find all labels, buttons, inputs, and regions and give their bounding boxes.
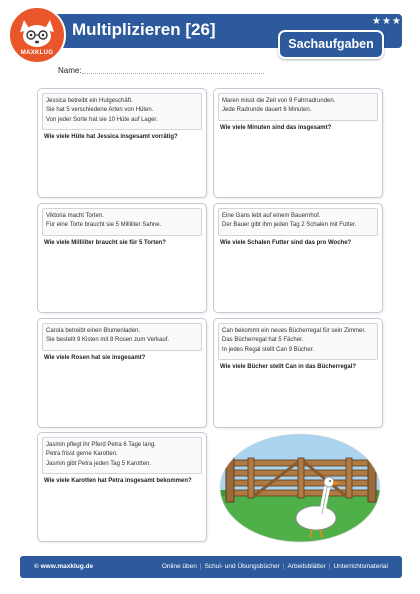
footer-separator: | bbox=[282, 563, 285, 570]
name-label: Name: bbox=[58, 66, 82, 75]
category-badge: Sachaufgaben bbox=[278, 30, 384, 59]
task-line: Viktoria macht Torten. bbox=[46, 213, 104, 219]
task-text bbox=[42, 208, 202, 236]
task-text bbox=[218, 323, 378, 360]
task-question: Wie viele Karotten hat Petra insgesamt bekommen? bbox=[44, 477, 192, 484]
task-card-3 bbox=[37, 203, 207, 313]
task-line: In jedes Regal stellt Can 9 Bücher. bbox=[222, 346, 315, 353]
task-question: Wie viele Schalen Futter sind das pro Woche? bbox=[220, 239, 352, 246]
footer-link-material[interactable]: Unterrichtsmaterial bbox=[333, 563, 388, 570]
footer-link-online[interactable]: Online üben bbox=[161, 563, 197, 570]
task-card-5 bbox=[37, 318, 207, 428]
task-line: Der Bauer gibt ihm jeden Tag 2 Schalen mit Futter. bbox=[222, 222, 357, 229]
footer-links bbox=[162, 563, 388, 570]
task-line: Can bekommt ein neues Bücherregal für sein Zimmer. bbox=[222, 328, 366, 334]
difficulty-stars: ★★★ bbox=[372, 16, 402, 27]
task-card-6 bbox=[213, 318, 383, 428]
task-line: Von jeder Sorte hat sie 10 Hüte auf Lager. bbox=[46, 116, 158, 123]
footer-site-link[interactable]: © www.maxklug.de bbox=[34, 563, 94, 570]
task-question: Wie viele Minuten sind das insgesamt? bbox=[220, 124, 332, 131]
maxklug-logo bbox=[8, 6, 66, 64]
task-line: Jessica betreibt ein Hutgeschäft. bbox=[46, 98, 133, 104]
name-field[interactable] bbox=[82, 73, 264, 74]
task-question: Wie viele Bücher stellt Can in das Bücherregal? bbox=[220, 363, 356, 370]
footer-separator: | bbox=[199, 563, 202, 570]
task-line: Petra frisst gerne Karotten. bbox=[46, 451, 118, 458]
task-question: Wie viele Milliliter braucht sie für 5 Torten? bbox=[44, 239, 166, 246]
task-card-1 bbox=[37, 88, 207, 198]
task-text bbox=[218, 208, 378, 236]
task-line: Das Bücherregal hat 5 Fächer. bbox=[222, 337, 304, 344]
task-question: Wie viele Hüte hat Jessica insgesamt vorrätig? bbox=[44, 133, 178, 140]
task-line: Eine Gans lebt auf einem Bauernhof. bbox=[222, 213, 321, 219]
logo-text: MAXKLUG bbox=[20, 50, 54, 56]
footer-link-books[interactable]: Schul- und Übungsbücher bbox=[204, 563, 280, 570]
task-text bbox=[218, 93, 378, 121]
task-line: Sie hat 5 verschiedene Arten von Hüten. bbox=[46, 107, 154, 114]
task-line: Jede Radrunde dauert 6 Minuten. bbox=[222, 107, 312, 114]
task-card-2 bbox=[213, 88, 383, 198]
task-question: Wie viele Rosen hat sie insgesamt? bbox=[44, 354, 146, 361]
task-text bbox=[42, 437, 202, 474]
task-card-4 bbox=[213, 203, 383, 313]
footer-separator: | bbox=[328, 563, 331, 570]
task-line: Maren misst die Zeit von 9 Fahrradrunden. bbox=[222, 98, 336, 104]
goose-farm-illustration bbox=[218, 432, 383, 544]
task-line: Für eine Torte braucht sie 5 Milliliter Sahne. bbox=[46, 222, 162, 229]
task-text bbox=[42, 323, 202, 351]
task-line: Sie bestellt 9 Kisten mit 8 Rosen zum Verkauf. bbox=[46, 337, 170, 344]
task-line: Jasmin pflegt ihr Pferd Petra 6 Tage lang. bbox=[46, 442, 156, 448]
task-text bbox=[42, 93, 202, 130]
task-card-7 bbox=[37, 432, 207, 542]
task-line: Jasmin gibt Petra jeden Tag 5 Karotten. bbox=[46, 460, 151, 467]
footer-link-worksheets[interactable]: Arbeitsblätter bbox=[287, 563, 326, 570]
page-title: Multiplizieren [26] bbox=[72, 20, 216, 39]
task-line: Carola betreibt einen Blumenladen. bbox=[46, 328, 141, 334]
footer-bar bbox=[20, 556, 402, 578]
